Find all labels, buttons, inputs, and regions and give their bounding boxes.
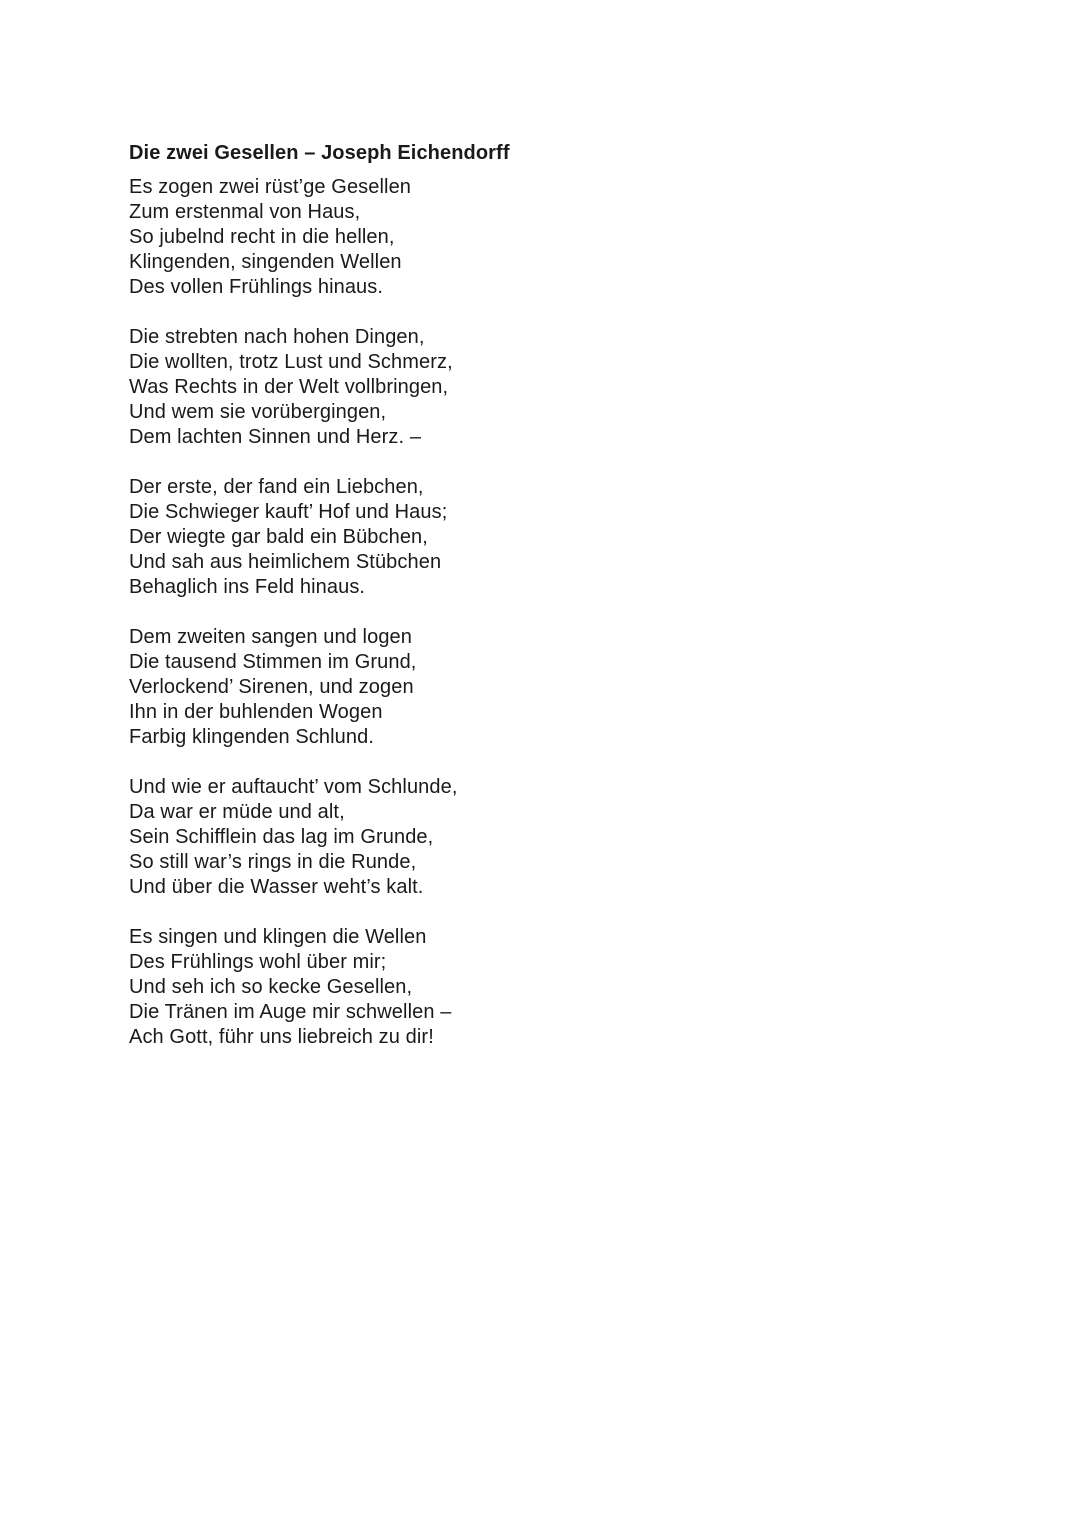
poem-title: Die zwei Gesellen – Joseph Eichendorff: [129, 142, 510, 164]
poem-line: Die Schwieger kauft’ Hof und Haus;: [129, 501, 448, 523]
stanza-4: [129, 625, 949, 750]
poem-line: Dem lachten Sinnen und Herz. –: [129, 426, 422, 448]
poem-line: Ihn in der buhlenden Wogen: [129, 701, 383, 723]
stanza-6: [129, 925, 949, 1050]
poem-line: Da war er müde und alt,: [129, 801, 345, 823]
poem-line: Des vollen Frühlings hinaus.: [129, 276, 384, 298]
poem-line: Der wiegte gar bald ein Bübchen,: [129, 526, 428, 548]
poem-line: Sein Schifflein das lag im Grunde,: [129, 826, 434, 848]
poem-line: Ach Gott, führ uns liebreich zu dir!: [129, 1026, 434, 1048]
poem-line: Verlockend’ Sirenen, und zogen: [129, 676, 414, 698]
poem-line: Und über die Wasser weht’s kalt.: [129, 876, 424, 898]
poem-line: So still war’s rings in die Runde,: [129, 851, 417, 873]
poem-line: Die tausend Stimmen im Grund,: [129, 651, 417, 673]
poem-line: So jubelnd recht in die hellen,: [129, 226, 395, 248]
stanza-3: [129, 475, 949, 600]
stanza-2: [129, 325, 949, 450]
poem-line: Klingenden, singenden Wellen: [129, 251, 402, 273]
stanza-5: [129, 775, 949, 900]
poem-page: [129, 139, 949, 1075]
poem-line: Und seh ich so kecke Gesellen,: [129, 976, 413, 998]
poem-line: Die Tränen im Auge mir schwellen –: [129, 1001, 452, 1023]
poem-line: Zum erstenmal von Haus,: [129, 201, 361, 223]
poem-line: Und wie er auftaucht’ vom Schlunde,: [129, 776, 458, 798]
poem-line: Die wollten, trotz Lust und Schmerz,: [129, 351, 453, 373]
poem-line: Des Frühlings wohl über mir;: [129, 951, 387, 973]
poem-line: Die strebten nach hohen Dingen,: [129, 326, 425, 348]
poem-line: Farbig klingenden Schlund.: [129, 726, 374, 748]
poem-line: Es singen und klingen die Wellen: [129, 926, 427, 948]
poem-line: Und wem sie vorübergingen,: [129, 401, 387, 423]
poem-line: Dem zweiten sangen und logen: [129, 626, 412, 648]
poem-line: Es zogen zwei rüst’ge Gesellen: [129, 176, 412, 198]
poem-line: Und sah aus heimlichem Stübchen: [129, 551, 442, 573]
poem-line: Was Rechts in der Welt vollbringen,: [129, 376, 449, 398]
stanza-1: [129, 175, 949, 300]
poem-line: Der erste, der fand ein Liebchen,: [129, 476, 424, 498]
poem-line: Behaglich ins Feld hinaus.: [129, 576, 366, 598]
